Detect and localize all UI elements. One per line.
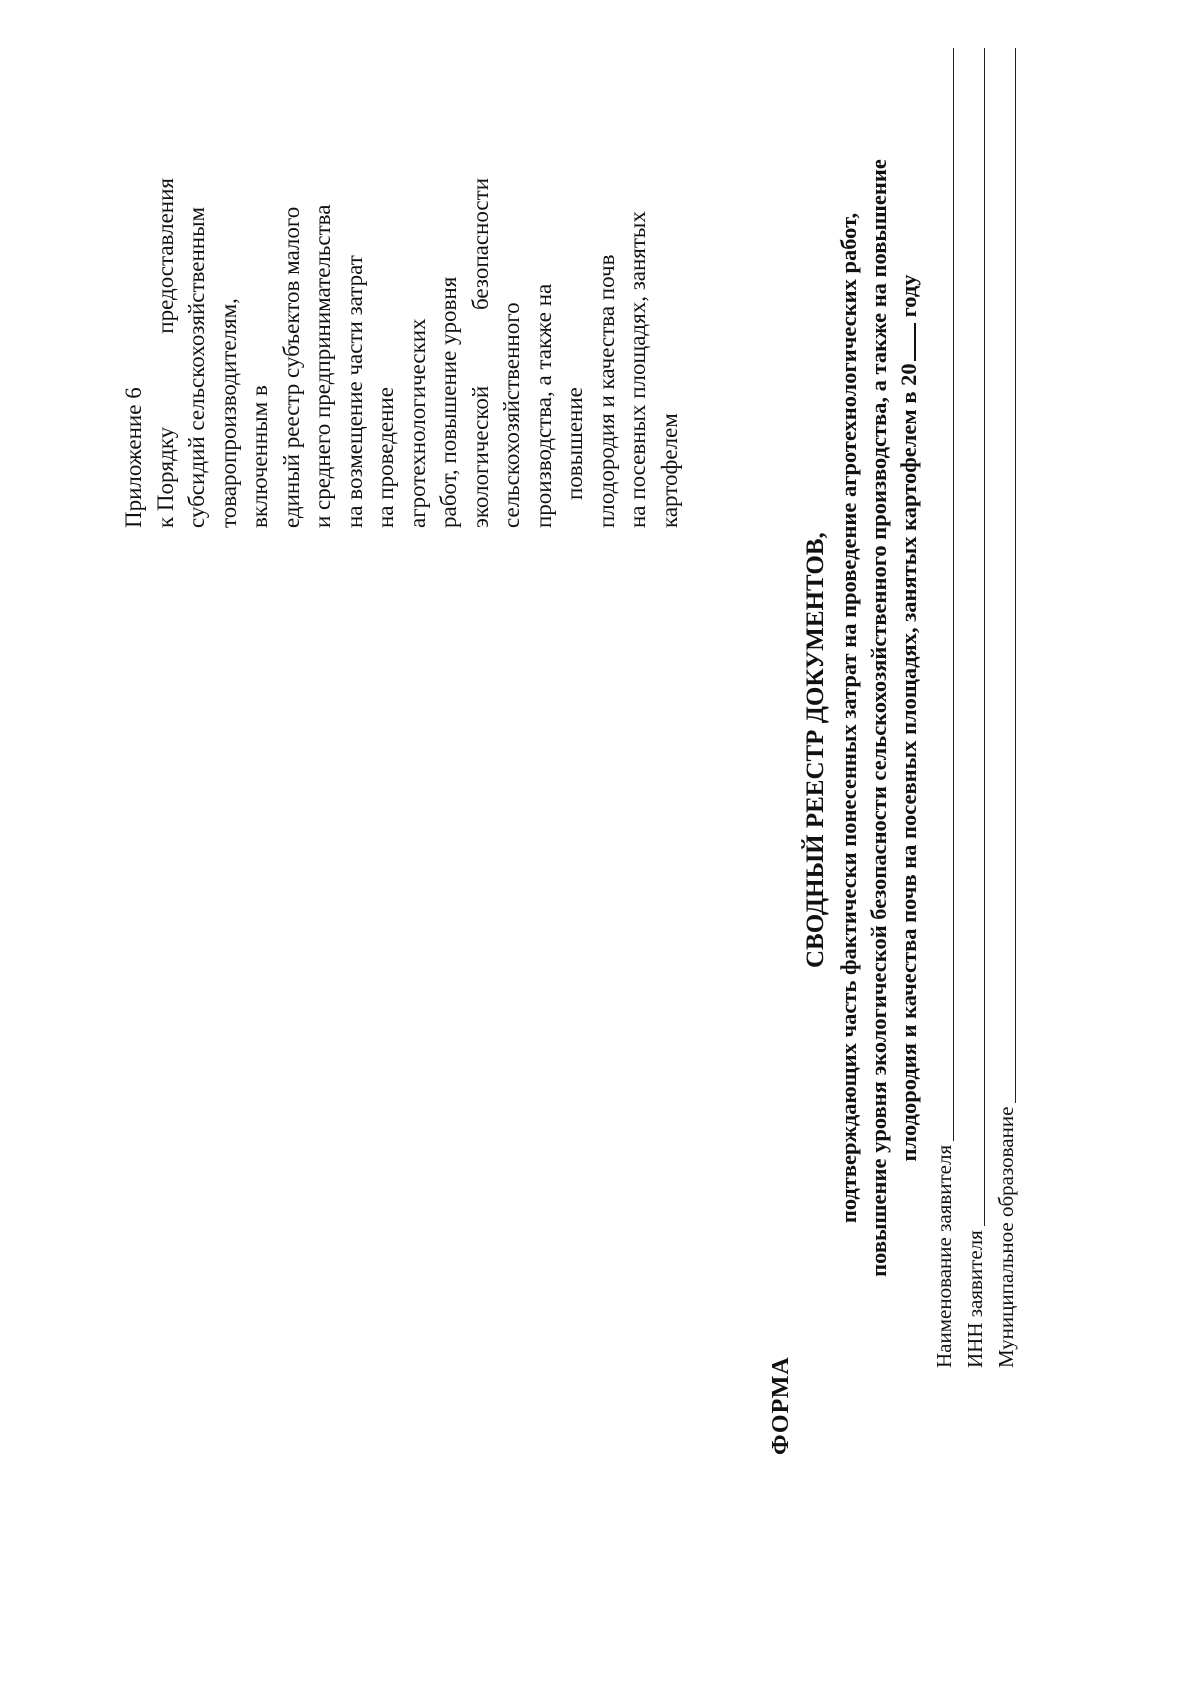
appendix-line: [465, 178, 497, 528]
year-blank-field[interactable]: [896, 323, 916, 361]
applicant-name-row: [928, 48, 959, 1368]
document-title: СВОДНЫЙ РЕЕСТР ДОКУМЕНТОВ,: [802, 532, 829, 968]
applicant-inn-label: ИНН заявителя: [963, 1230, 987, 1368]
applicant-name-field[interactable]: [953, 48, 954, 1141]
appendix-word: безопасности: [467, 178, 493, 311]
appendix-line: картофелем: [656, 413, 682, 528]
appendix-line: сельскохозяйственного: [499, 302, 524, 528]
appendix-block: [118, 48, 685, 528]
appendix-line: единый реестр субъектов малого: [278, 206, 304, 528]
municipality-field[interactable]: [1015, 48, 1016, 1103]
applicant-name-label: Наименование заявителя: [932, 1144, 956, 1368]
municipality-row: [990, 48, 1021, 1368]
appendix-line: повышение: [562, 387, 587, 500]
applicant-fields: [928, 48, 1021, 1368]
appendix-line: и среднего предпринимательства: [310, 204, 335, 528]
appendix-line: на возмещение части затрат: [341, 255, 367, 528]
appendix-word: к Порядку: [152, 426, 178, 528]
appendix-word: экологической: [467, 385, 493, 528]
appendix-line: производства, а также на: [530, 283, 556, 528]
appendix-line: Приложение 6: [121, 387, 146, 528]
applicant-inn-row: [959, 48, 990, 1368]
applicant-inn-field[interactable]: [984, 48, 985, 1226]
subtitle-line-end: году: [896, 274, 921, 318]
appendix-word: предоставления: [152, 178, 178, 334]
form-label: ФОРМА: [768, 1356, 794, 1455]
appendix-line: включенным в: [247, 385, 272, 528]
appendix-line: [150, 178, 182, 528]
document-subtitle: [834, 68, 924, 1368]
appendix-line: агротехнологических: [404, 318, 430, 528]
subtitle-line: подтверждающих часть фактически понесенных затрат на проведение агротехнологических работ,: [836, 212, 861, 1224]
municipality-label: Муниципальное образование: [994, 1106, 1018, 1368]
appendix-line: плодородия и качества почв: [593, 254, 619, 528]
appendix-line: товаропроизводителям,: [215, 298, 241, 528]
appendix-line: на посевных площадях, занятых: [625, 211, 650, 528]
appendix-line: на проведение: [373, 387, 398, 528]
appendix-line: работ, повышение уровня: [436, 276, 461, 528]
subtitle-line: повышение уровня экологической безопасности сельскохозяйственного производства, а также на повышение: [866, 159, 891, 1277]
appendix-line: субсидий сельскохозяйственным: [184, 206, 209, 528]
subtitle-line-start: плодородия и качества почв на посевных площадях, занятых картофелем в 20: [896, 363, 921, 1162]
subtitle-line: [894, 68, 924, 1368]
